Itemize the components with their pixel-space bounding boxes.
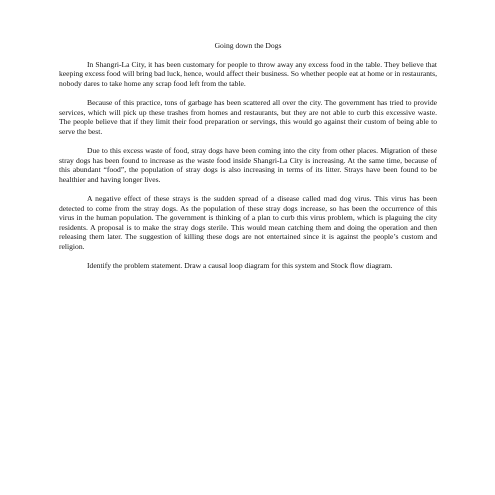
paragraph-customs: In Shangri-La City, it has been customary for people to throw away any excess food in the table. They believe that keeping excess food will bring bad luck, hence, would affect their business. So whether people eat at home or in restaurants, nobody dares to take home any scrap food left from the table. bbox=[59, 59, 437, 88]
paragraph-task: Identify the problem statement. Draw a causal loop diagram for this system and Stock flow diagram. bbox=[87, 261, 393, 271]
paragraph-stray-dogs: Due to this excess waste of food, stray dogs have been coming into the city from other places. Migration of these stray dogs has been found to increase as the waste food inside Shangri-La City is increasing. At the same time, because of this abundant “food”, the population of stray dogs is also increasing in terms of its litter. Strays have been found to be healthier and having longer lives. bbox=[59, 145, 437, 184]
document-title: Going down the Dogs bbox=[214, 41, 282, 50]
paragraph-garbage: Because of this practice, tons of garbage has been scattered all over the city. The government has tried to provide services, which will pick up these trashes from homes and restaurants, but they are not able to curb this excessive waste. The people believe that if they limit their food preparation or servings, this would go against their custom of being able to serve the best. bbox=[59, 97, 437, 136]
document-body bbox=[59, 41, 437, 280]
paragraph-mad-dog-virus: A negative effect of these strays is the sudden spread of a disease called mad dog virus. This virus has been detected to come from the stray dogs. As the population of these stray dogs increase, so has been the occurrence of this virus in the human population. The government is thinking of a plan to curb this virus problem, which is plaguing the city residents. A proposal is to make the stray dogs sterile. This would mean catching them and doing the operation and then releasing them later. The suggestion of killing these dogs are not entertained since it is against the people’s custom and religion. bbox=[59, 193, 437, 251]
